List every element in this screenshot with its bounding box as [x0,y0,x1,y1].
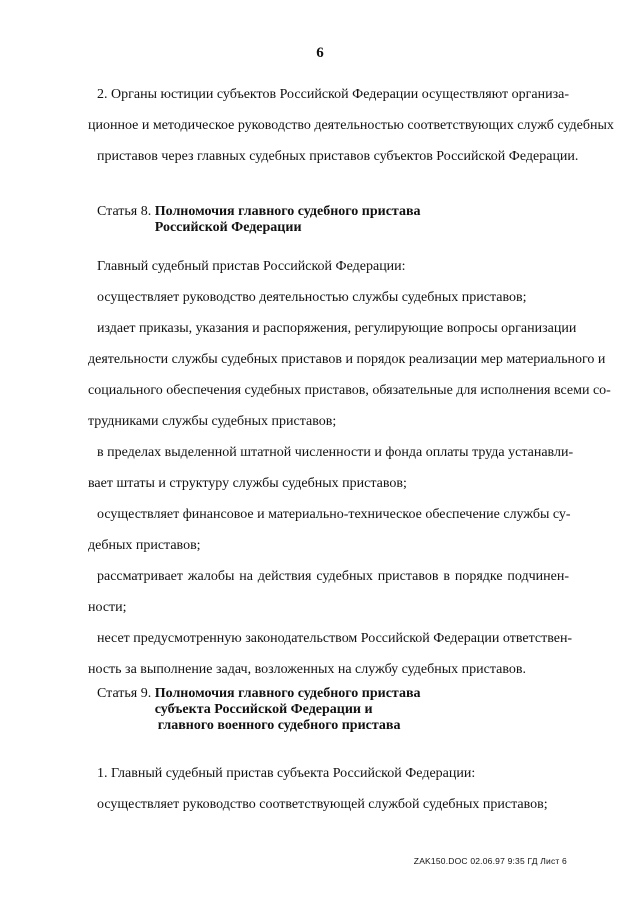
text-line: ность за выполнение задач, возложенных на службу судебных приставов. [88,662,526,677]
text-line: осуществляет финансовое и материально-техническое обеспечение службы су- [97,507,571,522]
article-title [155,686,421,734]
text-line: 2. Органы юстиции субъектов Российской Федерации осуществляют организа- [97,87,569,102]
article-8-body [88,251,611,685]
article-title [155,204,421,236]
article-label: Статья 8. [97,204,152,219]
text-line: несет предусмотренную законодательством Российской Федерации ответствен- [97,631,573,646]
article-9-heading [97,686,421,734]
text-line: трудниками службы судебных приставов; [88,414,337,429]
article-title-line: Российской Федерации [154,220,302,235]
paragraph-2-block [88,79,614,172]
text-line: 1. Главный судебный пристав субъекта Российской Федерации: [97,766,476,781]
text-line: осуществляет руководство деятельностью службы судебных приставов; [97,290,527,305]
article-9-body [88,758,569,820]
text-line: деятельности службы судебных приставов и порядок реализации мер материального и [88,352,606,367]
text-line: приставов через главных судебных приставов субъектов Российской Федерации. [97,149,579,164]
article-label: Статья 9. [97,686,152,701]
text-line: вает штаты и структуру службы судебных приставов; [88,476,407,491]
article-title-line: главного военного судебного пристава [157,718,401,733]
text-line: дебных приставов; [88,538,201,553]
text-line: осуществляет руководство соответствующей службой судебных приставов; [97,797,548,812]
text-line: социального обеспечения судебных приставов, обязательные для исполнения всеми со- [88,383,611,398]
document-footer: ZAK150.DOC 02.06.97 9:35 ГД Лист 6 [413,856,567,866]
text-line: издает приказы, указания и распоряжения, регулирующие вопросы организации [97,321,577,336]
text-line: Главный судебный пристав Российской Федерации: [97,259,406,274]
text-line: ности; [88,600,127,615]
page-number: 6 [316,45,324,61]
article-title-line: Полномочия главного судебного пристава [154,204,421,219]
article-title-line: Полномочия главного судебного пристава [154,686,421,701]
text-line: рассматривает жалобы на действия судебных приставов в порядке подчинен- [97,569,569,584]
text-line: ционное и методическое руководство деятельностью соответствующих служб судебных [88,118,614,133]
text-line: в пределах выделенной штатной численности и фонда оплаты труда устанавли- [97,445,574,460]
article-title-line: субъекта Российской Федерации и [154,702,373,717]
article-8-heading [97,204,421,236]
